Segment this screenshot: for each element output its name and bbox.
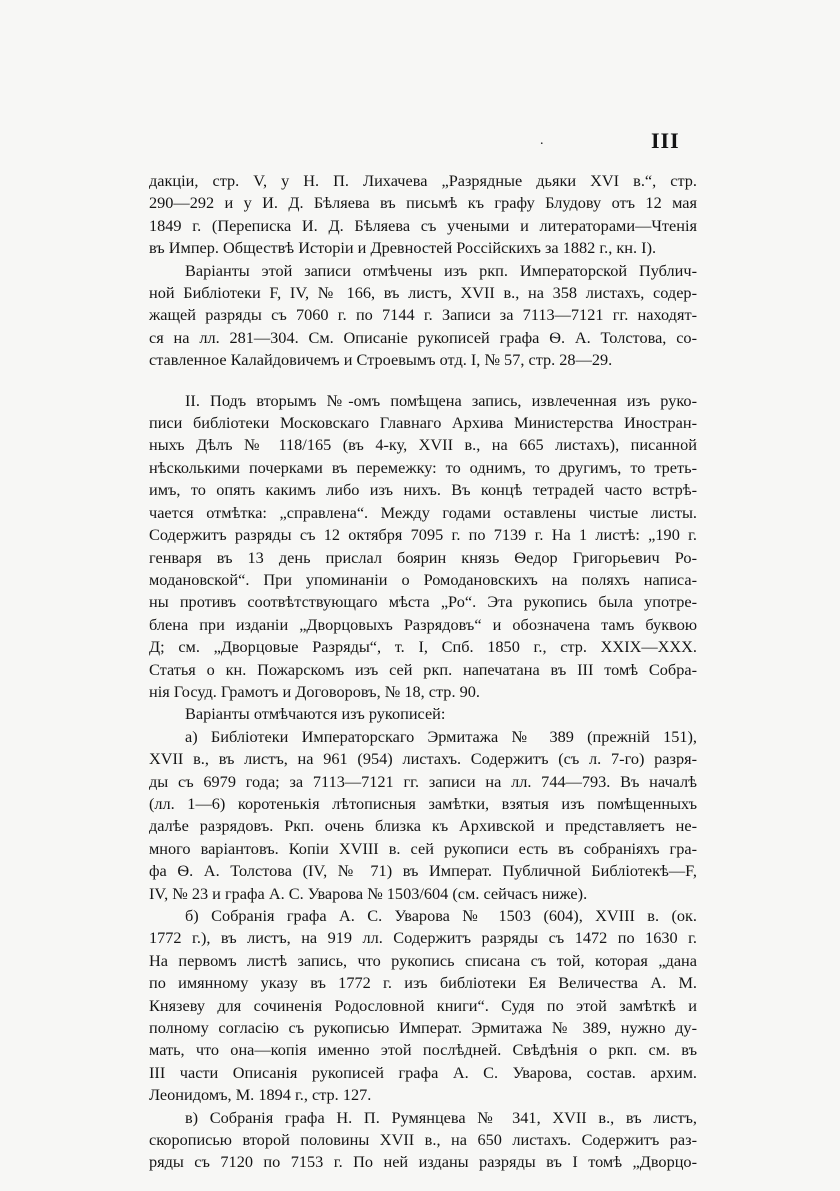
text-line: нія Госуд. Грамотъ и Договоровъ, № 18, стр. 90. bbox=[149, 681, 480, 701]
text-line: Содержитъ разряды съ 12 октября 7095 г. по 7139 г. На 1 листѣ: „190 г. bbox=[149, 525, 697, 545]
text-line: Статья о кн. Пожарскомъ изъ сей ркп. напечатана въ III томѣ Собра- bbox=[149, 659, 697, 679]
text-line: IV, № 23 и графа А. С. Уварова № 1503/604 (см. сейчасъ ниже). bbox=[149, 883, 588, 903]
paragraph bbox=[149, 1107, 697, 1174]
text-line: а) Библіотеки Императорскаго Эрмитажа № 389 (прежній 151), bbox=[185, 726, 697, 746]
text-line: 1849 г. (Переписка И. Д. Бѣляева съ учеными и литераторами—Чтенія bbox=[149, 215, 697, 235]
text-line: ряды съ 7120 по 7153 г. По ней изданы разряды въ I томѣ „Дворцо- bbox=[149, 1152, 697, 1172]
text-line: ставленное Калайдовичемъ и Строевымъ отд. I, № 57, стр. 28—29. bbox=[149, 350, 613, 370]
text-line: въ Импер. Обществѣ Исторіи и Древностей Россійскихъ за 1882 г., кн. I). bbox=[149, 238, 657, 258]
text-line: III части Описанія рукописей графа А. С. Уварова, состав. архим. bbox=[149, 1062, 697, 1082]
text-line: нѣсколькими почерками въ перемежку: то однимъ, то другимъ, то треть- bbox=[149, 457, 697, 477]
text-line: модановской“. При упоминаніи о Ромодановскихъ на поляхъ написа- bbox=[149, 569, 697, 589]
text-line: чается отмѣтка: „справлена“. Между годами оставлены чистые листы. bbox=[149, 502, 697, 522]
text-line: блена при изданіи „Дворцовыхъ Разрядовъ“ и обозначена тамъ буквою bbox=[149, 614, 697, 634]
text-line: писи библіотеки Московскаго Главнаго Архива Министерства Иностран- bbox=[149, 413, 697, 433]
page-number: III bbox=[651, 128, 680, 153]
text-line: Варіанты отмѣчаются изъ рукописей: bbox=[185, 704, 446, 724]
text-line: в) Собранія графа Н. П. Румянцева № 341, XVII в., въ листъ, bbox=[185, 1107, 697, 1127]
text-line: много варіантовъ. Копіи XVIII в. сей рукописи есть въ собраніяхъ гра- bbox=[149, 838, 697, 858]
text-line: жащей разряды съ 7060 г. по 7144 г. Записи за 7113—7121 гг. находят- bbox=[149, 305, 697, 325]
text-line: Варіанты этой записи отмѣчены изъ ркп. Императорской Публич- bbox=[185, 260, 697, 280]
paragraph bbox=[149, 726, 697, 905]
text-line: имъ, то опять какимъ либо изъ нихъ. Въ концѣ тетрадей часто встрѣ- bbox=[149, 480, 697, 500]
text-line: скорописью второй половины XVII в., на 650 листахъ. Содержитъ раз- bbox=[149, 1130, 697, 1150]
body-text bbox=[149, 170, 697, 1174]
text-line: фа Ѳ. А. Толстова (IV, № 71) въ Императ. Публичной Библіотекѣ—F, bbox=[149, 861, 697, 881]
paragraph bbox=[149, 703, 697, 725]
text-line: (лл. 1—6) коротенькія лѣтописныя замѣтки, взятыя изъ помѣщенныхъ bbox=[149, 793, 697, 813]
ink-dot: . bbox=[540, 133, 544, 148]
text-line: 290—292 и у И. Д. Бѣляева въ письмѣ къ графу Блудову отъ 12 мая bbox=[149, 193, 697, 213]
paragraph bbox=[149, 905, 697, 1107]
text-line: б) Собранія графа А. С. Уварова № 1503 (604), XVIII в. (ок. bbox=[185, 906, 697, 925]
text-line: ся на лл. 281—304. См. Описаніе рукописей графа Ѳ. А. Толстова, со- bbox=[149, 327, 697, 347]
text-line: Д; см. „Дворцовые Разряды“, т. I, Спб. 1850 г., стр. XXIX—XXX. bbox=[149, 637, 697, 657]
text-line: ной Библіотеки F, IV, № 166, въ листъ, XVII в., на 358 листахъ, содер- bbox=[149, 283, 697, 303]
paragraph bbox=[149, 390, 697, 704]
text-line: мать, что она—копія именно этой послѣдней. Свѣдѣнія о ркп. см. въ bbox=[149, 1040, 697, 1060]
text-line: XVII в., въ листъ, на 961 (954) листахъ. Содержитъ (съ л. 7-го) разря- bbox=[149, 749, 697, 769]
text-line: полному согласію съ рукописью Императ. Эрмитажа № 389, нужно ду- bbox=[149, 1018, 697, 1038]
text-line: На первомъ листѣ запись, что рукопись списана съ той, которая „дана bbox=[149, 950, 697, 970]
text-line: Леонидомъ, М. 1894 г., стр. 127. bbox=[149, 1085, 372, 1105]
text-line: 1772 г.), въ листъ, на 919 лл. Содержитъ разряды съ 1472 по 1630 г. bbox=[149, 928, 697, 948]
text-line: по имянному указу въ 1772 г. изъ библіотеки Ея Величества А. М. bbox=[149, 973, 697, 993]
text-line: II. Подъ вторымъ №-омъ помѣщена запись, извлеченная изъ руко- bbox=[185, 390, 697, 410]
text-line: далѣе разрядовъ. Ркп. очень близка къ Архивской и представляетъ не- bbox=[149, 816, 697, 836]
text-line: ды съ 6979 года; за 7113—7121 гг. записи на лл. 744—793. Въ началѣ bbox=[149, 771, 697, 791]
text-line: дакціи, стр. V, у Н. П. Лихачева „Разрядные дьяки XVI в.“, стр. bbox=[149, 171, 697, 190]
paragraph bbox=[149, 260, 697, 372]
text-line: ны противъ соотвѣтствующаго мѣста „Ро“. Эта рукопись была употре- bbox=[149, 592, 697, 612]
paragraph bbox=[149, 170, 697, 260]
text-line: ныхъ Дѣлъ № 118/165 (въ 4-ку, XVII в., на 665 листахъ), писанной bbox=[149, 435, 697, 455]
text-line: Князеву для сочиненія Родословной книги“. Судя по этой замѣткѣ и bbox=[149, 995, 697, 1015]
text-line: генваря въ 13 день прислал боярин князь Ѳедор Григорьевич Ро- bbox=[149, 547, 697, 567]
